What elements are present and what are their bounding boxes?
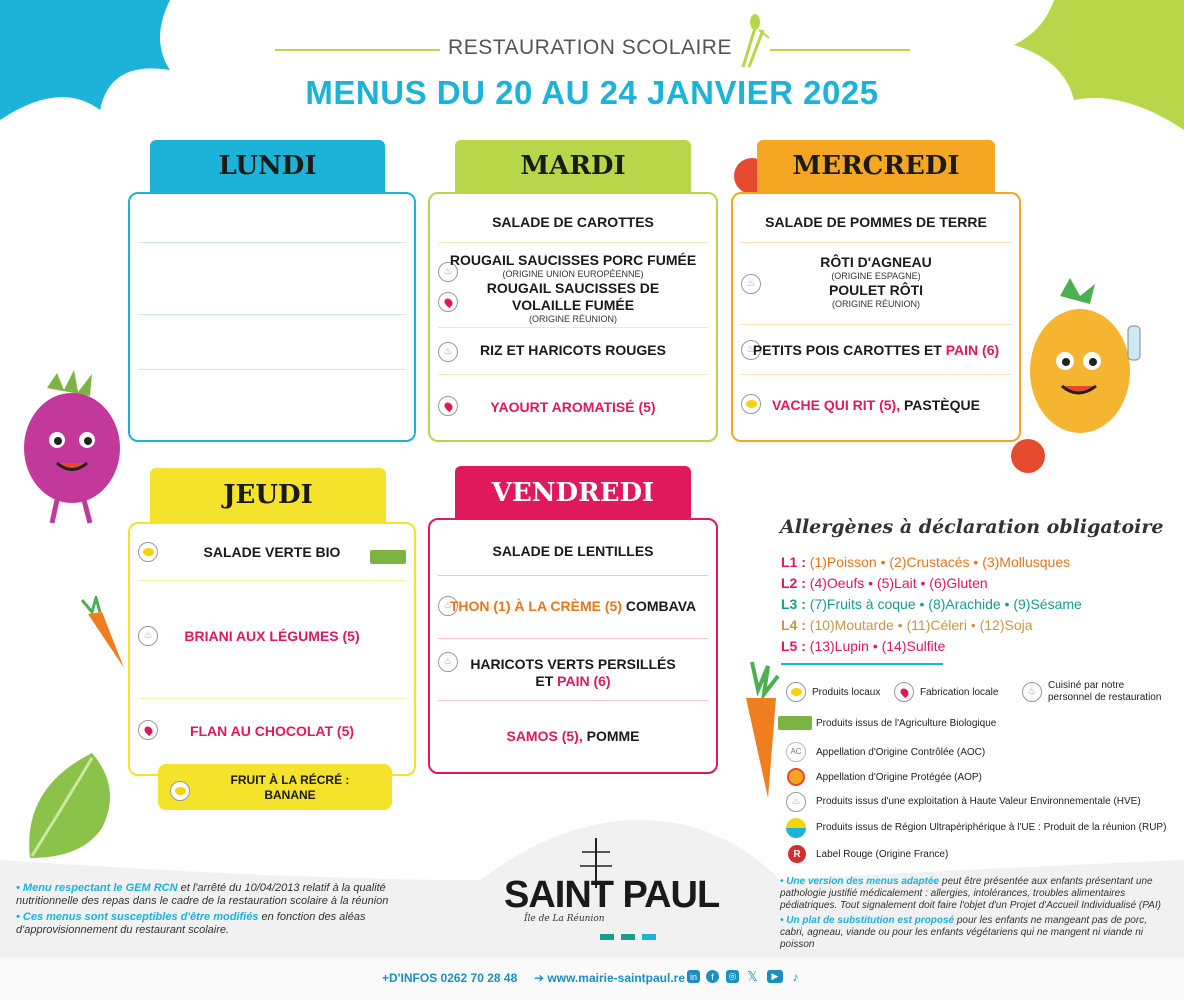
legend-organic: Produits issus de l'Agriculture Biologique [816,718,997,729]
mango-mascot [1010,276,1170,476]
row-divider [438,242,708,243]
legend-hve: Produits issus d'une exploitation à Haute Valeur Environnementale (HVE) [816,796,1141,807]
facebook-icon[interactable]: f [706,970,719,983]
tab-vendredi [455,466,691,520]
row-divider [438,638,708,639]
organic-label-icon [778,716,812,730]
label-rouge-icon: R [788,845,806,863]
menu-dessert: VACHE QUI RIT (5), PASTÈQUE [772,397,980,413]
footer-note-adapted-menu: • Une version des menus adaptée peut être présentée aux enfants présentant une pathologie justifié médicalement : allergies, intolérances, troubles alimentaires pédiatriques. Tout signalement doit faire l'objet d'un Projet d'Accueil Individualisé (PAI) [780,876,1161,911]
local-product-icon [170,781,190,801]
menu-main: BRIANI AUX LÉGUMES (5) [184,628,360,644]
fork-spoon-icon [735,12,775,70]
row-divider [138,580,406,581]
allergens-divider [781,663,943,665]
aoc-icon: AC [786,742,806,762]
cooked-on-site-icon: ♨ [138,626,158,646]
legend-label-rouge: Label Rouge (Origine France) [816,849,949,860]
card-vendredi [428,518,718,774]
menu-main: RÔTI D'AGNEAU (ORIGINE ESPAGNE) POULET RÔTI (ORIGINE RÉUNION) [820,254,932,309]
carrot-icon [728,660,788,800]
tab-mardi [455,140,691,192]
organic-label-icon [370,550,406,564]
menu-dessert: FLAN AU CHOCOLAT (5) [189,723,355,739]
row-divider [741,242,1011,243]
row-divider [138,369,406,370]
row-divider [438,374,708,375]
row-divider [138,314,406,315]
cooked-on-site-icon: ♨ [438,262,458,282]
day-label: LUNDI [218,151,317,181]
menu-starter: SALADE DE POMMES DE TERRE [765,214,987,230]
linkedin-icon[interactable]: in [687,970,700,983]
menu-side: HARICOTS VERTS PERSILLÉS ET PAIN (6) [470,656,676,689]
cooked-on-site-icon: ♨ [741,340,761,360]
row-divider [138,242,406,243]
footer-note-gem-rcn: • Menu respectant le GEM RCN et l'arrêté du 10/04/2013 relatif à la qualité nutritionnelle des repas dans le cadre de la restauration scolaire à la réunion [16,882,389,907]
local-manufacturing-icon [894,682,914,702]
logo-main-text: SAINT PAUL [504,874,720,916]
x-icon[interactable]: 𝕏 [747,968,758,984]
contact-website[interactable] [534,971,685,985]
contact-phone: +D'INFOS 0262 70 28 48 [382,971,518,985]
header-kicker: RESTAURATION SCOLAIRE [448,36,732,59]
day-label: VENDREDI [491,478,655,508]
website-link[interactable]: www.mairie-saintpaul.re [547,971,686,985]
row-divider [741,324,1011,325]
tab-lundi [150,140,385,192]
menu-main: THON (1) À LA CRÈME (5) COMBAVA [449,598,697,614]
cooked-on-site-icon: ♨ [438,652,458,672]
legend-rup: Produits issus de Région Ultrapériphérique à l'UE : Produit de la réunion (RUP) [816,822,1167,833]
dragon-fruit-mascot [12,368,142,533]
local-product-icon [786,682,806,702]
cooked-on-site-icon: ♨ [438,342,458,362]
allergen-line-4: L4 : (10)Moutarde • (11)Céleri • (12)Soja [781,617,1033,633]
cursor-icon: ➔ [534,971,545,985]
day-label: MERCREDI [792,151,960,181]
snack-text: FRUIT À LA RÉCRÉ : BANANE [230,773,350,802]
menu-side: RIZ ET HARICOTS ROUGES [480,342,666,358]
cooked-on-site-icon: ♨ [438,596,458,616]
card-mercredi [731,192,1021,442]
header-rule-left [275,49,440,51]
page-title: MENUS DU 20 AU 24 JANVIER 2025 [305,74,879,111]
allergen-line-5: L5 : (13)Lupin • (14)Sulfite [781,638,946,654]
logo-dots [600,934,670,940]
saint-paul-logo [500,838,720,948]
footer-note-modifications: • Ces menus sont susceptibles d'être modifiés en fonction des aléas d'approvisionnement du restaurant scolaire. [16,911,366,936]
row-divider [138,698,406,699]
row-divider [438,700,708,701]
allergen-line-2: L2 : (4)Oeufs • (5)Lait • (6)Gluten [781,575,988,591]
menu-starter: SALADE DE LENTILLES [492,543,654,559]
menu-main: ROUGAIL SAUCISSES PORC FUMÉE (ORIGINE UNION EUROPÉENNE) ROUGAIL SAUCISSES DE VOLAILLE FUMÉE (ORIGINE RÉUNION) [449,252,697,324]
legend-aop: Appellation d'Origine Protégée (AOP) [816,772,982,783]
instagram-icon[interactable]: ◎ [726,970,739,983]
legend-local-products: Produits locaux [812,687,881,698]
day-label: JEUDI [223,480,313,510]
legend-local-manufacturing: Fabrication locale [920,687,999,698]
row-divider [438,575,708,576]
tiktok-icon[interactable]: ♪ [792,969,799,984]
cooked-on-site-icon: ♨ [1022,682,1042,702]
cooked-on-site-icon: ♨ [741,274,761,294]
day-label: MARDI [520,151,626,181]
aop-icon [787,768,805,786]
card-lundi [128,192,416,442]
allergen-line-1: L1 : (1)Poisson • (2)Crustacés • (3)Mollusques [781,554,1071,570]
allergens-title: Allergènes à déclaration obligatoire [780,516,1164,538]
logo-subtitle: Île de La Réunion [524,914,605,924]
menu-dessert: YAOURT AROMATISÉ (5) [490,399,656,415]
footer-note-substitution: • Un plat de substitution est proposé pour les enfants ne mangeant pas de porc, cabri, agneau, viande ou pour les enfants végétariens qui ne mangent ni viande ni poisson [780,915,1147,950]
snack-box [158,764,392,810]
row-divider [741,374,1011,375]
card-mardi [428,192,718,442]
legend-aoc: Appellation d'Origine Contrôlée (AOC) [816,747,986,758]
allergen-line-3: L3 : (7)Fruits à coque • (8)Arachide • (9)Sésame [781,596,1082,612]
card-jeudi [128,522,416,776]
header-rule-right [770,49,910,51]
row-divider [438,327,708,328]
tab-mercredi [757,140,995,192]
youtube-icon[interactable]: ▶ [767,970,783,983]
menu-starter: SALADE VERTE BIO [203,544,341,560]
legend-cooked-by-staff: Cuisiné par notre personnel de restauration [1048,680,1162,703]
decorative-blue-corner [0,0,200,140]
hve-icon: ♨ [786,792,806,812]
menu-dessert: SAMOS (5), POMME [506,728,640,744]
tab-jeudi [150,468,386,522]
carrot-icon [74,596,128,670]
menu-starter: SALADE DE CAROTTES [492,214,654,230]
menu-side: PETITS POIS CAROTTES ET PAIN (6) [752,342,1000,358]
